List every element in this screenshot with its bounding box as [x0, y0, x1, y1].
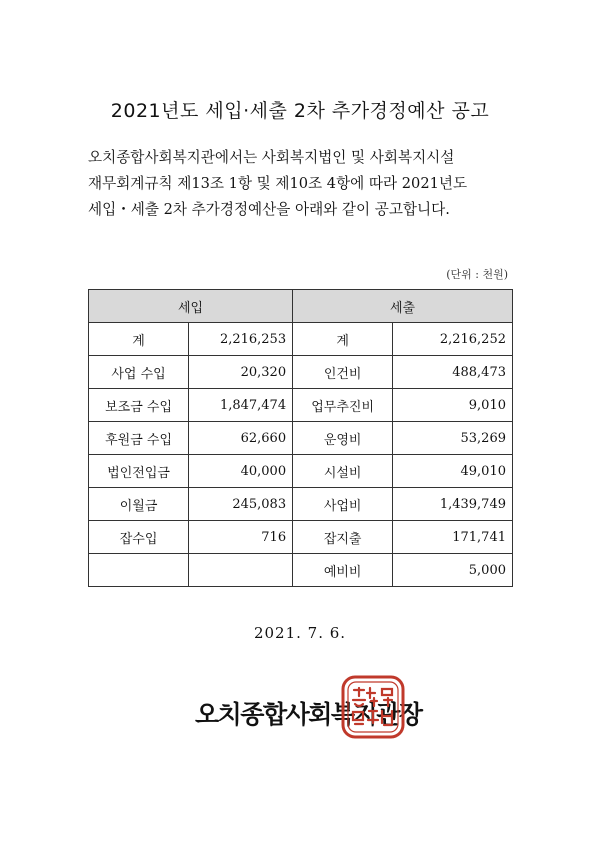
table-row — [89, 389, 513, 422]
expenditure-amount: 53,269 — [393, 422, 513, 455]
signer-name: 오치종합사회복지관장 — [195, 700, 422, 729]
body-line: 재무회계규칙 제13조 1항 및 제10조 4항에 따라 2021년도 — [88, 175, 468, 192]
revenue-item — [89, 554, 189, 587]
announcement-body — [88, 145, 528, 223]
budget-table — [88, 289, 513, 587]
revenue-amount: 1,847,474 — [189, 389, 293, 422]
expenditure-amount: 1,439,749 — [393, 488, 513, 521]
revenue-amount — [189, 554, 293, 587]
revenue-item: 잡수입 — [89, 521, 189, 554]
table-header-row — [89, 290, 513, 323]
revenue-item: 후원금 수입 — [89, 422, 189, 455]
revenue-amount: 2,216,253 — [189, 323, 293, 356]
revenue-amount: 62,660 — [189, 422, 293, 455]
revenue-item: 계 — [89, 323, 189, 356]
expenditure-amount: 5,000 — [393, 554, 513, 587]
expenditure-amount: 171,741 — [393, 521, 513, 554]
expenditure-item: 업무추진비 — [293, 389, 393, 422]
expenditure-item: 예비비 — [293, 554, 393, 587]
revenue-item: 보조금 수입 — [89, 389, 189, 422]
body-line: 세입・세출 2차 추가경정예산을 아래와 같이 공고합니다. — [88, 201, 450, 218]
expenditure-item: 시설비 — [293, 455, 393, 488]
expenditure-item: 계 — [293, 323, 393, 356]
table-row — [89, 323, 513, 356]
expenditure-amount: 2,216,252 — [393, 323, 513, 356]
body-line: 오치종합사회복지관에서는 사회복지법인 및 사회복지시설 — [88, 149, 455, 166]
revenue-item: 이월금 — [89, 488, 189, 521]
expenditure-amount: 9,010 — [393, 389, 513, 422]
revenue-header: 세입 — [89, 290, 293, 323]
revenue-item: 법인전입금 — [89, 455, 189, 488]
expenditure-item: 인건비 — [293, 356, 393, 389]
table-row — [89, 521, 513, 554]
expenditure-amount: 49,010 — [393, 455, 513, 488]
table-row — [89, 554, 513, 587]
expenditure-header: 세출 — [293, 290, 513, 323]
revenue-amount: 40,000 — [189, 455, 293, 488]
revenue-item: 사업 수입 — [89, 356, 189, 389]
expenditure-amount: 488,473 — [393, 356, 513, 389]
revenue-amount: 245,083 — [189, 488, 293, 521]
table-row — [89, 356, 513, 389]
table-row — [89, 488, 513, 521]
revenue-amount: 716 — [189, 521, 293, 554]
expenditure-item: 잡지출 — [293, 521, 393, 554]
announcement-date: 2021. 7. 6. — [253, 624, 347, 642]
expenditure-item: 사업비 — [293, 488, 393, 521]
official-seal-icon — [340, 674, 406, 740]
revenue-amount: 20,320 — [189, 356, 293, 389]
page-title: 2021년도 세입·세출 2차 추가경정예산 공고 — [110, 100, 490, 122]
expenditure-item: 운영비 — [293, 422, 393, 455]
table-row — [89, 455, 513, 488]
table-row — [89, 422, 513, 455]
unit-label: (단위 : 천원) — [446, 268, 508, 281]
